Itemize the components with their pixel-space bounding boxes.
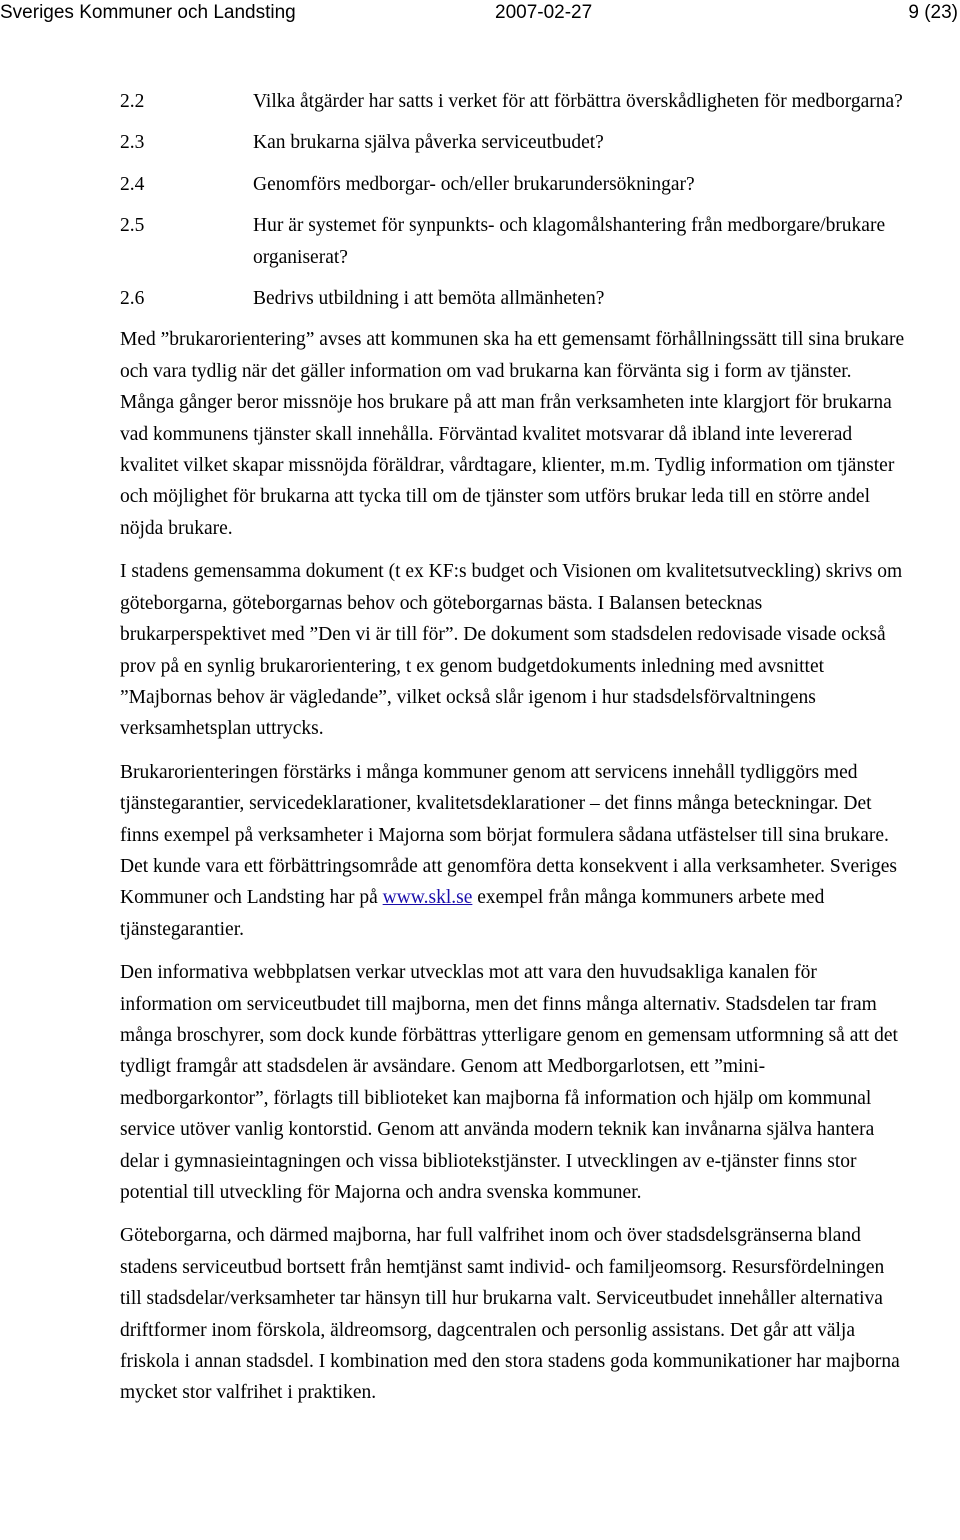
question-item (120, 127, 908, 158)
document-body (120, 86, 908, 1421)
skl-link[interactable]: www.skl.se (382, 887, 473, 909)
question-text: Hur är systemet för synpunkts- och klagomålshantering från medborgare/brukare organiserat? (253, 215, 886, 268)
paragraph-webbplats: Den informativa webbplatsen verkar utvecklas mot att vara den huvudsakliga kanalen för information om serviceutbudet till majborna, men det finns många alternativ. Stadsdelen tar fram många broschyrer, som dock kunde förbättras ytterligare genom en gemensam utformning så att det tydligt framgår att stadsdelen är avsändare. Genom att Medborgarlotsen, ett ”mini-medborgarkontor”, förlagts till biblioteket kan majborna få information och hjälp om kommunal service utöver vanlig kontorstid. Genom att använda modern teknik kan invånarna själva hantera delar i gymnasieintagningen och vissa bibliotekstjänster. I utvecklingen av e-tjänster finns stor potential till utveckling för Majorna och andra svenska kommuner. (120, 962, 898, 1203)
paragraph-text: Brukarorienteringen förstärks i många kommuner genom att servicens innehåll tydliggörs med tjänstegarantier, servicedeklarationer, kvalitetsdeklarationer – det finns många beteckningar. Det finns exempel på verksamheter i Majorna som börjat formulera sådana utfästelser till sina brukare. Det kunde vara ett förbättringsområde att genomföra detta konsekvent i alla verksamheter. Sveriges Kommuner och Landsting har på (120, 761, 898, 909)
question-number: 2.3 (120, 132, 145, 154)
paragraph-tjanstegarantier (120, 757, 908, 945)
question-text: Vilka åtgärder har satts i verket för att förbättra överskådligheten för medborgarna? (253, 91, 903, 112)
header-organization: Sveriges Kommuner och Landsting (0, 2, 296, 23)
question-text: Kan brukarna själva påverka serviceutbudet? (253, 132, 604, 154)
question-number: 2.6 (120, 288, 145, 310)
question-item (120, 283, 908, 314)
question-list (120, 86, 908, 314)
question-item (120, 169, 908, 200)
question-item (120, 210, 908, 273)
paragraph-stadens-dokument: I stadens gemensamma dokument (t ex KF:s budget och Visionen om kvalitetsutveckling) skrivs om göteborgarna, göteborgarnas behov och göteborgarnas bästa. I Balansen betecknas brukarperspektivet med ”Den vi är till för”. De dokument som stadsdelen redovisade visade också prov på en synlig brukarorientering, t ex genom budgetdokuments inledning med avsnittet ”Majbornas behov är vägledande”, vilket också slår igenom i hur stadsdelsförvaltningens verksamhetsplan uttrycks. (120, 561, 903, 740)
header-date: 2007-02-27 (495, 2, 593, 23)
question-number: 2.2 (120, 91, 145, 112)
paragraph-valfrihet: Göteborgarna, och därmed majborna, har full valfrihet inom och över stadsdelsgränserna bland stadens serviceutbud bortsett från hemtjänst samt individ- och familjeomsorg. Resursfördelningen till stadsdelar/verksamheter tar hänsyn till hur brukarna valt. Serviceutbudet innehåller alternativa driftformer inom förskola, äldreomsorg, dagcentralen och personlig assistans. Det går att välja friskola i annan stadsdel. I kombination med den stora stadens goda kommunikationer har majborna mycket stor valfrihet i praktiken. (120, 1225, 900, 1404)
question-text: Genomförs medborgar- och/eller brukarundersökningar? (253, 173, 695, 195)
paragraph-brukarorientering: Med ”brukarorientering” avses att kommunen ska ha ett gemensamt förhållningssätt till sina brukare och vara tydlig när det gäller information om vad brukarna kan förvänta sig i form av tjänster. Många gånger beror missnöje hos brukare på att man från verksamheten inte klargjort för brukarna vad kommunens tjänster skall innehålla. Förväntad kvalitet motsvarar då ibland inte levererad kvalitet vilket skapar missnöjda föräldrar, vårdtagare, klienter, m.m. Tydlig information om tjänster och möjlighet för brukarna att tycka till om de tjänster som utförs brukar leda till en större andel nöjda brukare. (120, 329, 905, 539)
question-item (120, 86, 908, 117)
question-number: 2.4 (120, 173, 145, 195)
question-text: Bedrivs utbildning i att bemöta allmänheten? (253, 288, 605, 310)
header-page-number: 9 (23) (908, 2, 958, 23)
page-header (0, 0, 960, 26)
paragraph-text: exempel från många kommuners arbete med tjänstegarantier. (120, 887, 825, 940)
question-number: 2.5 (120, 215, 145, 237)
